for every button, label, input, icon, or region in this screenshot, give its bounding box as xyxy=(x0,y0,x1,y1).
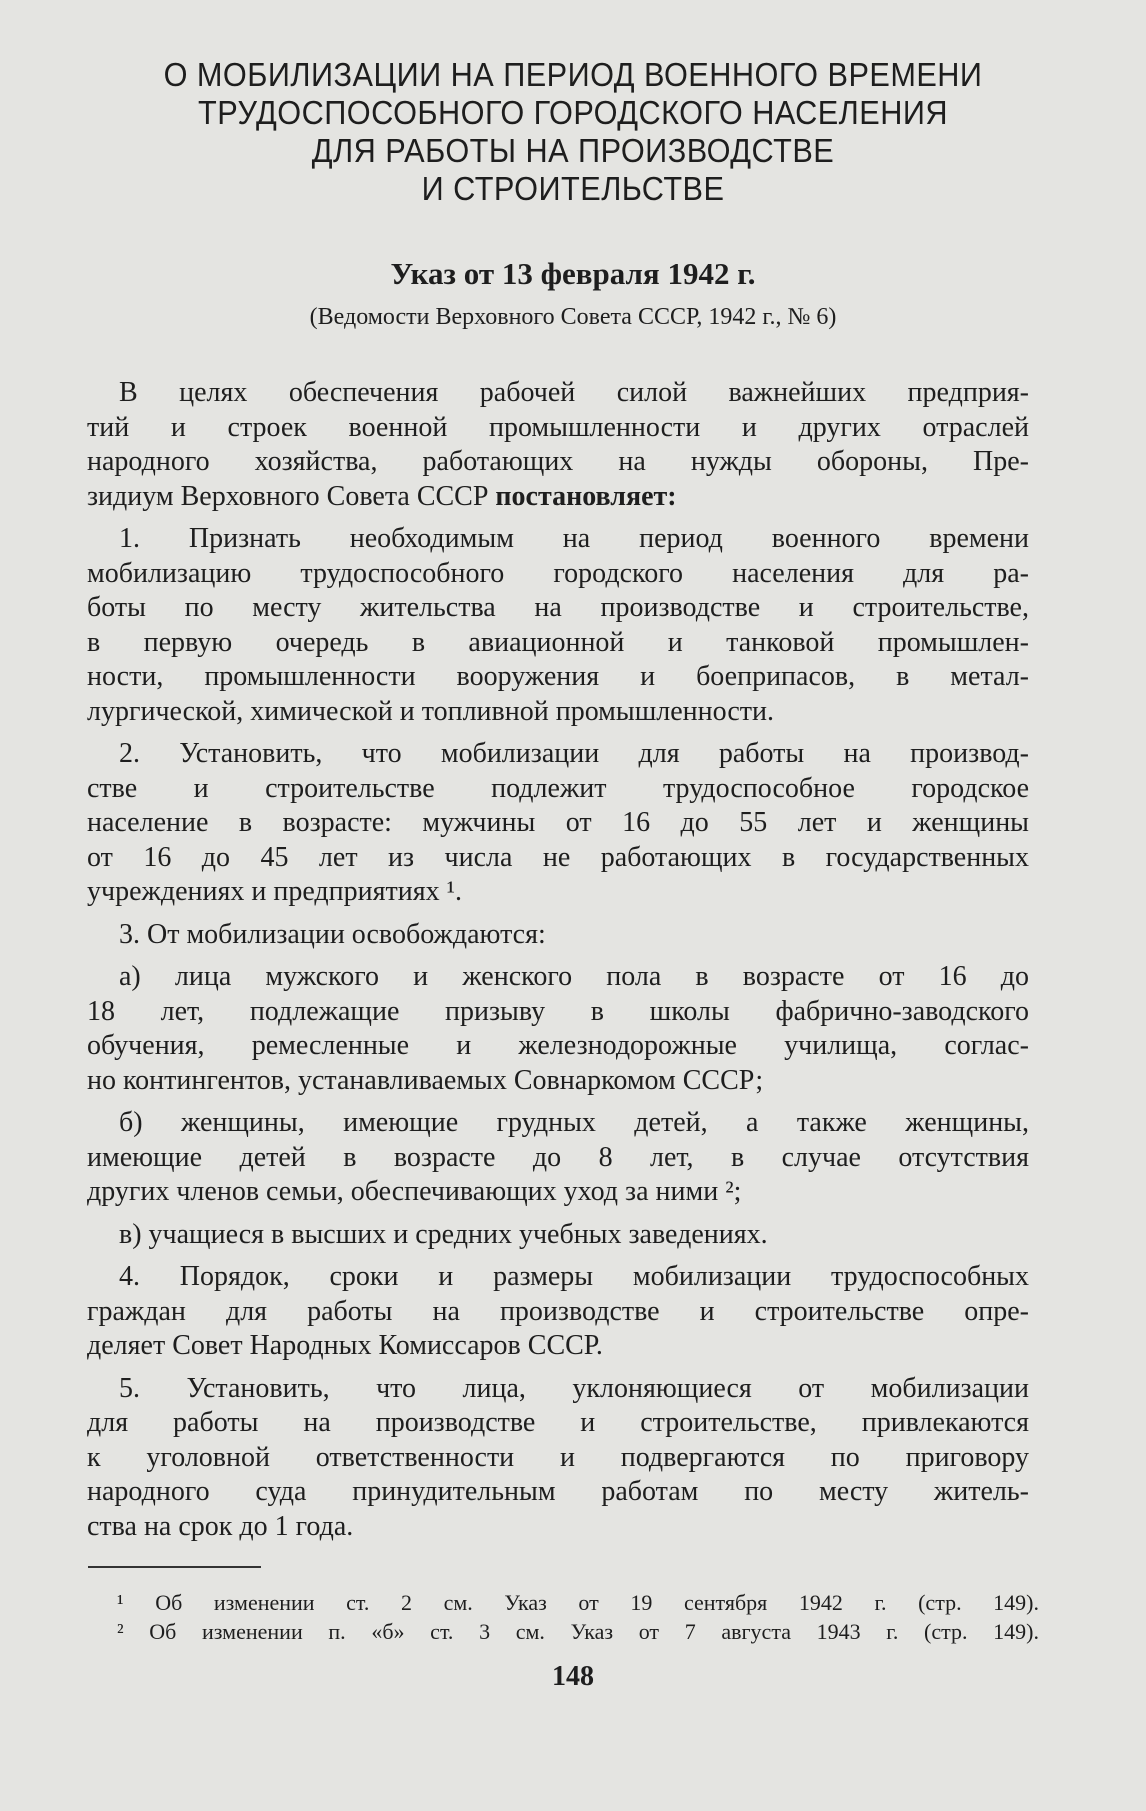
text-line: ства на срок до 1 года. xyxy=(87,1510,354,1542)
text-line: в первую очередь в авиационной и танковой промышлен- xyxy=(87,626,1029,658)
text-line: граждан для работы на производстве и строительстве опре- xyxy=(87,1295,1029,1327)
text-line: 5. Установить, что лица, уклоняющиеся от мобилизации xyxy=(119,1372,1029,1404)
text-line: 4. Порядок, сроки и размеры мобилизации трудоспособных xyxy=(119,1261,1029,1292)
text-line: тий и строек военной промышленности и других отраслей xyxy=(87,411,1029,443)
text-line: для работы на производстве и строительстве, привлекаются xyxy=(87,1407,1029,1438)
footnote-divider xyxy=(88,1566,261,1568)
text-line: а) лица мужского и женского пола в возрасте от 16 до xyxy=(119,961,1029,992)
text-line: в) учащиеся в высших и средних учебных заведениях. xyxy=(119,1218,768,1250)
document-body xyxy=(87,376,1029,1552)
text-line: 3. От мобилизации освобождаются: xyxy=(119,918,546,950)
text-line: 1. Признать необходимым на период военного времени xyxy=(119,523,1029,554)
text-line: стве и строительстве подлежит трудоспособное городское xyxy=(87,772,1029,804)
text-line: имеющие детей в возрасте до 8 лет, в случае отсутствия xyxy=(87,1141,1029,1173)
text-line: обучения, ремесленные и железнодорожные училища, соглас- xyxy=(87,1030,1029,1061)
footnote: ² Об изменении п. «б» ст. 3 см. Указ от 7 августа 1943 г. (стр. 149). xyxy=(117,1619,1039,1644)
text-line: В целях обеспечения рабочей силой важнейших предприя- xyxy=(119,377,1029,408)
text-line: ности, промышленности вооружения и боеприпасов, в метал- xyxy=(87,661,1029,692)
text-line: зидиум Верховного Совета СССР постановляет: xyxy=(87,480,677,512)
paragraph xyxy=(87,737,1029,910)
paragraph xyxy=(87,522,1029,729)
text-line: лургической, химической и топливной промышленности. xyxy=(87,695,774,727)
text-line: 18 лет, подлежащие призыву в школы фабрично-заводского xyxy=(87,995,1029,1027)
footnotes xyxy=(117,1588,1039,1646)
text-line: учреждениях и предприятиях ¹. xyxy=(87,876,462,907)
title-line: ДЛЯ РАБОТЫ НА ПРОИЗВОДСТВЕ xyxy=(311,132,835,169)
title-line: И СТРОИТЕЛЬСТВЕ xyxy=(421,170,725,207)
page-number: 148 xyxy=(552,1661,594,1692)
paragraph xyxy=(87,960,1029,1098)
text-line: народного суда принудительным работам по месту житель- xyxy=(87,1476,1029,1507)
text-line: других членов семьи, обеспечивающих уход за ними ²; xyxy=(87,1176,742,1207)
paragraph xyxy=(87,1106,1029,1210)
text-line: боты по месту жительства на производстве и строительстве, xyxy=(87,592,1029,623)
emphasis: постановляет: xyxy=(495,480,677,512)
text-line: деляет Совет Народных Комиссаров СССР. xyxy=(87,1330,603,1361)
paragraph xyxy=(87,1260,1029,1364)
text-line: мобилизацию трудоспособного городского населения для ра- xyxy=(87,557,1029,589)
text-line: б) женщины, имеющие грудных детей, а также женщины, xyxy=(119,1107,1029,1138)
paragraph xyxy=(87,1218,1029,1253)
footnote: ¹ Об изменении ст. 2 см. Указ от 19 сентября 1942 г. (стр. 149). xyxy=(117,1590,1039,1615)
title-line: ТРУДОСПОСОБНОГО ГОРОДСКОГО НАСЕЛЕНИЯ xyxy=(198,94,948,131)
paragraph xyxy=(87,376,1029,514)
text-line: население в возрасте: мужчины от 16 до 55 лет и женщины xyxy=(87,807,1029,838)
title-line: О МОБИЛИЗАЦИИ НА ПЕРИОД ВОЕННОГО ВРЕМЕНИ xyxy=(163,56,983,93)
text-line: от 16 до 45 лет из числа не работающих в государственных xyxy=(87,841,1029,873)
document-title xyxy=(96,56,1050,208)
text-line: к уголовной ответственности и подвергаются по приговору xyxy=(87,1441,1029,1473)
text-line: 2. Установить, что мобилизации для работы на производ- xyxy=(119,738,1029,769)
paragraph xyxy=(87,918,1029,953)
decree-heading: Указ от 13 февраля 1942 г. xyxy=(390,256,756,291)
text-line: но контингентов, устанавливаемых Совнаркомом СССР; xyxy=(87,1064,764,1096)
text-line: народного хозяйства, работающих на нужды обороны, Пре- xyxy=(87,446,1029,477)
source-citation: (Ведомости Верховного Совета СССР, 1942 г., № 6) xyxy=(309,304,837,330)
paragraph xyxy=(87,1372,1029,1545)
